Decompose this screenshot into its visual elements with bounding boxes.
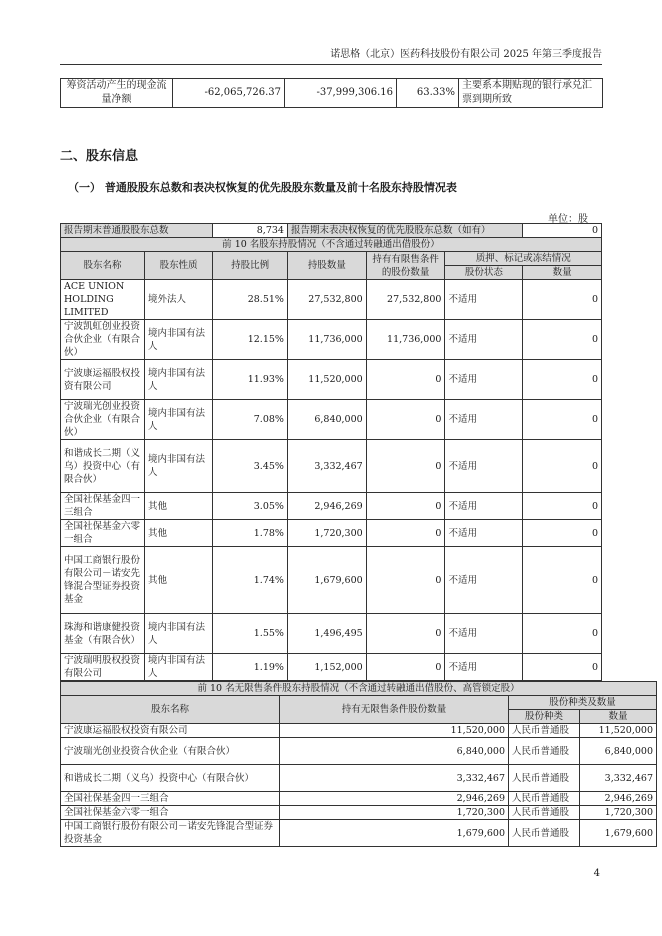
holder-quantity: 1,679,600 — [280, 820, 509, 847]
table-row — [61, 724, 657, 738]
unrestricted-group-title: 前 10 名无限售条件股东持股情况（不含通过转融通出借股份、高管锁定股） — [61, 682, 657, 696]
cash-flow-table — [60, 78, 603, 108]
shareholder-quantity: 3,332,467 — [287, 440, 366, 493]
header-nature: 股东性质 — [144, 252, 212, 280]
preferred-holders-value: 0 — [523, 224, 602, 238]
share-type: 人民币普通股 — [509, 724, 580, 738]
header-type-group: 股份种类及数量 — [509, 696, 657, 710]
pledge-status: 不适用 — [445, 547, 523, 614]
header-type: 股份种类 — [509, 710, 580, 724]
shareholder-restricted: 0 — [366, 520, 445, 547]
table-row — [61, 440, 602, 493]
shareholder-nature: 境内非国有法人 — [144, 614, 212, 654]
shareholder-restricted: 27,532,800 — [366, 280, 445, 320]
table-row — [61, 682, 657, 696]
table-row — [61, 238, 602, 252]
shareholder-restricted: 11,736,000 — [366, 320, 445, 360]
shareholder-ratio: 28.51% — [213, 280, 288, 320]
shareholder-restricted: 0 — [366, 360, 445, 400]
header-restricted: 持有有限售条件的股份数量 — [366, 252, 445, 280]
shareholder-restricted: 0 — [366, 400, 445, 440]
total-holders-value: 8,734 — [213, 224, 288, 238]
pledge-qty: 0 — [523, 400, 602, 440]
header-pledge-status: 股份状态 — [445, 266, 523, 280]
table-row — [61, 493, 602, 520]
pledge-status: 不适用 — [445, 493, 523, 520]
header-ratio: 持股比例 — [213, 252, 288, 280]
shareholder-nature: 境内非国有法人 — [144, 320, 212, 360]
header-quantity: 持股数量 — [287, 252, 366, 280]
holder-name: 和谐成长二期（义乌）投资中心（有限合伙） — [61, 765, 280, 792]
shareholder-ratio: 12.15% — [213, 320, 288, 360]
page-number: 4 — [593, 868, 600, 879]
share-type: 人民币普通股 — [509, 820, 580, 847]
shareholder-name: 宁波康运福股权投资有限公司 — [61, 360, 145, 400]
share-qty: 1,720,300 — [580, 806, 657, 820]
pledge-qty: 0 — [523, 654, 602, 681]
section-title: 二、股东信息 — [60, 149, 139, 164]
pledge-status: 不适用 — [445, 360, 523, 400]
shareholder-ratio: 3.45% — [213, 440, 288, 493]
cash-row-label: 筹资活动产生的现金流量净额 — [61, 79, 173, 108]
header-pledge-group: 质押、标记或冻结情况 — [445, 252, 602, 266]
shareholder-ratio: 3.05% — [213, 493, 288, 520]
table-row — [61, 820, 657, 847]
table-row — [61, 79, 603, 108]
share-qty: 6,840,000 — [580, 738, 657, 765]
shareholder-ratio: 1.74% — [213, 547, 288, 614]
table-row — [61, 806, 657, 820]
cash-row-current: -62,065,726.37 — [173, 79, 285, 108]
shareholder-ratio: 1.78% — [213, 520, 288, 547]
shareholder-restricted: 0 — [366, 547, 445, 614]
table-row — [61, 547, 602, 614]
table-row — [61, 360, 602, 400]
table-row — [61, 738, 657, 765]
pledge-qty: 0 — [523, 360, 602, 400]
pledge-status: 不适用 — [445, 400, 523, 440]
shareholder-quantity: 1,679,600 — [287, 547, 366, 614]
shareholder-quantity: 1,152,000 — [287, 654, 366, 681]
pledge-status: 不适用 — [445, 320, 523, 360]
holder-name: 宁波康运福股权投资有限公司 — [61, 724, 280, 738]
shareholder-name: 中国工商银行股份有限公司－诺安先锋混合型证券投资基金 — [61, 547, 145, 614]
pledge-qty: 0 — [523, 440, 602, 493]
header-unrestricted-quantity: 持有无限售条件股份数量 — [280, 696, 509, 724]
preferred-holders-label: 报告期末表决权恢复的优先股股东总数（如有） — [287, 224, 522, 238]
header-name: 股东名称 — [61, 696, 280, 724]
pledge-qty: 0 — [523, 493, 602, 520]
share-qty: 2,946,269 — [580, 792, 657, 806]
shareholder-nature: 境内非国有法人 — [144, 360, 212, 400]
pledge-status: 不适用 — [445, 440, 523, 493]
table-row — [61, 654, 602, 681]
unit-label: 单位：股 — [548, 214, 588, 225]
holder-quantity: 11,520,000 — [280, 724, 509, 738]
shareholder-name: 全国社保基金四一三组合 — [61, 493, 145, 520]
shareholder-name: 宁波瑞明股权投资有限公司 — [61, 654, 145, 681]
shareholder-name: ACE UNION HOLDING LIMITED — [61, 280, 145, 320]
header-divider — [60, 64, 602, 65]
shareholder-restricted: 0 — [366, 440, 445, 493]
pledge-status: 不适用 — [445, 614, 523, 654]
shareholder-quantity: 6,840,000 — [287, 400, 366, 440]
pledge-status: 不适用 — [445, 280, 523, 320]
shareholder-nature: 其他 — [144, 547, 212, 614]
shareholder-ratio: 1.19% — [213, 654, 288, 681]
holder-quantity: 3,332,467 — [280, 765, 509, 792]
share-qty: 3,332,467 — [580, 765, 657, 792]
shareholder-name: 全国社保基金六零一组合 — [61, 520, 145, 547]
top10-shareholders-table — [60, 223, 602, 681]
shareholder-name: 宁波凯虹创业投资合伙企业（有限合伙） — [61, 320, 145, 360]
shareholder-quantity: 11,520,000 — [287, 360, 366, 400]
holder-quantity: 2,946,269 — [280, 792, 509, 806]
shareholder-name: 宁波瑞光创业投资合伙企业（有限合伙） — [61, 400, 145, 440]
pledge-qty: 0 — [523, 320, 602, 360]
table-header-row — [61, 252, 602, 266]
table-row — [61, 614, 602, 654]
shareholder-quantity: 1,496,495 — [287, 614, 366, 654]
table-row — [61, 792, 657, 806]
header-qty: 数量 — [580, 710, 657, 724]
shareholder-ratio: 1.55% — [213, 614, 288, 654]
shareholder-restricted: 0 — [366, 654, 445, 681]
top10-group-title: 前 10 名股东持股情况（不含通过转融通出借股份） — [61, 238, 602, 252]
shareholder-name: 和谐成长二期（义乌）投资中心（有限合伙） — [61, 440, 145, 493]
shareholder-quantity: 27,532,800 — [287, 280, 366, 320]
table-row — [61, 400, 602, 440]
shareholder-quantity: 1,720,300 — [287, 520, 366, 547]
shareholder-nature: 境内非国有法人 — [144, 654, 212, 681]
shareholder-nature: 境内非国有法人 — [144, 400, 212, 440]
cash-row-reason: 主要系本期贴现的银行承兑汇票到期所致 — [459, 79, 603, 108]
shareholder-quantity: 2,946,269 — [287, 493, 366, 520]
total-holders-label: 报告期末普通股股东总数 — [61, 224, 213, 238]
pledge-status: 不适用 — [445, 654, 523, 681]
share-qty: 11,520,000 — [580, 724, 657, 738]
subsection-title: （一） 普通股股东总数和表决权恢复的优先股股东数量及前十名股东持股情况表 — [68, 181, 457, 194]
shareholder-quantity: 11,736,000 — [287, 320, 366, 360]
page-header-title: 诺思格（北京）医药科技股份有限公司 2025 年第三季度报告 — [330, 49, 602, 60]
share-type: 人民币普通股 — [509, 792, 580, 806]
share-qty: 1,679,600 — [580, 820, 657, 847]
shareholder-ratio: 7.08% — [213, 400, 288, 440]
holder-name: 中国工商银行股份有限公司－诺安先锋混合型证券投资基金 — [61, 820, 280, 847]
table-header-row — [61, 696, 657, 710]
shareholder-ratio: 11.93% — [213, 360, 288, 400]
unrestricted-shareholders-table — [60, 681, 657, 847]
share-type: 人民币普通股 — [509, 765, 580, 792]
pledge-qty: 0 — [523, 520, 602, 547]
pledge-status: 不适用 — [445, 520, 523, 547]
table-row — [61, 320, 602, 360]
shareholder-nature: 其他 — [144, 520, 212, 547]
header-pledge-qty: 数量 — [523, 266, 602, 280]
cash-row-change: 63.33% — [397, 79, 459, 108]
pledge-qty: 0 — [523, 547, 602, 614]
table-row — [61, 224, 602, 238]
pledge-qty: 0 — [523, 614, 602, 654]
table-row — [61, 520, 602, 547]
share-type: 人民币普通股 — [509, 738, 580, 765]
share-type: 人民币普通股 — [509, 806, 580, 820]
table-row — [61, 280, 602, 320]
cash-row-previous: -37,999,306.16 — [285, 79, 397, 108]
shareholder-restricted: 0 — [366, 614, 445, 654]
holder-name: 全国社保基金四一三组合 — [61, 792, 280, 806]
header-name: 股东名称 — [61, 252, 145, 280]
holder-name: 全国社保基金六零一组合 — [61, 806, 280, 820]
shareholder-name: 珠海和谐康健投资基金（有限合伙） — [61, 614, 145, 654]
holder-name: 宁波瑞光创业投资合伙企业（有限合伙） — [61, 738, 280, 765]
holder-quantity: 6,840,000 — [280, 738, 509, 765]
holder-quantity: 1,720,300 — [280, 806, 509, 820]
shareholder-restricted: 0 — [366, 493, 445, 520]
shareholder-nature: 境内非国有法人 — [144, 440, 212, 493]
shareholder-nature: 境外法人 — [144, 280, 212, 320]
pledge-qty: 0 — [523, 280, 602, 320]
shareholder-nature: 其他 — [144, 493, 212, 520]
table-row — [61, 765, 657, 792]
